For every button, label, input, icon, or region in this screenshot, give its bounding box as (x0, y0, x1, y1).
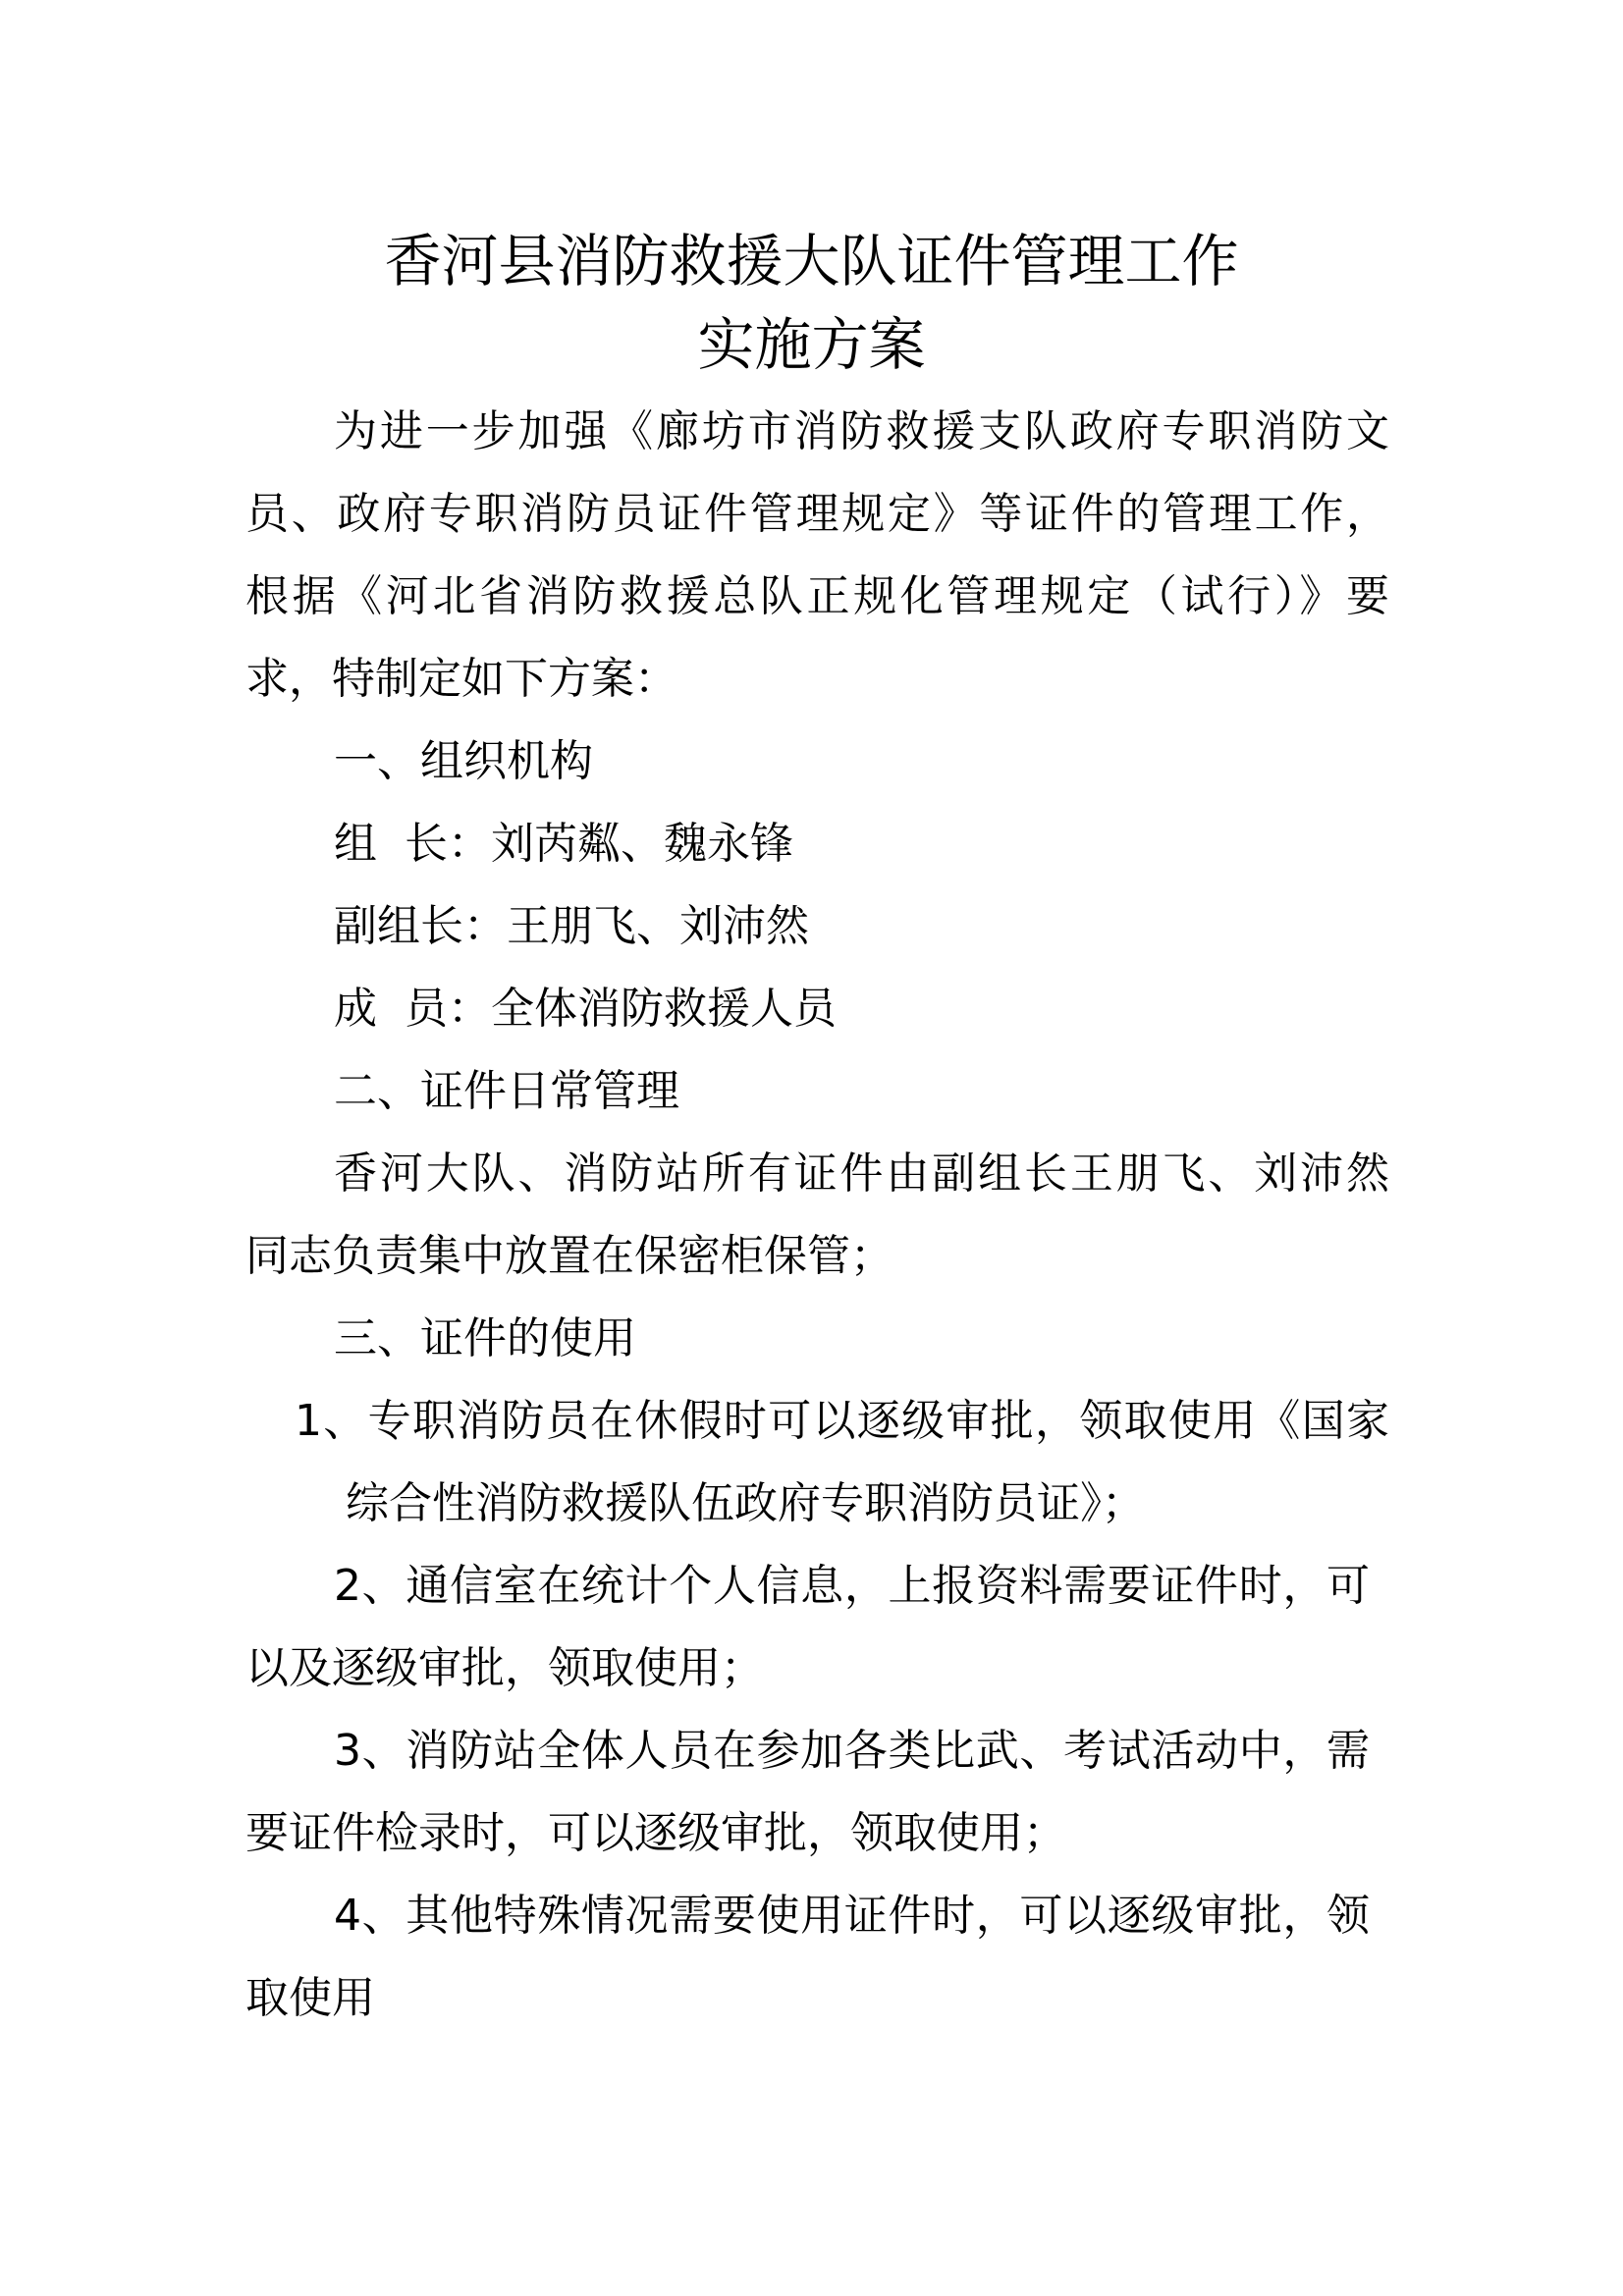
usage-item-3-line-1: 3、消防站全体人员在参加各类比武、考试活动中，需 (334, 1726, 1370, 1776)
document-title-line2: 实施方案 (697, 311, 926, 378)
section-heading-usage: 三、证件的使用 (334, 1313, 636, 1363)
group-leader-line: 组 长：刘芮粼、魏永锋 (334, 819, 793, 869)
deputy-leader-line: 副组长：王朋飞、刘沛然 (334, 901, 809, 951)
intro-line-1: 为进一步加强《廊坊市消防救援支队政府专职消防文 (334, 406, 1389, 456)
members-line: 成 员：全体消防救援人员 (334, 984, 837, 1034)
usage-item-3-line-2: 要证件检录时，可以逐级审批，领取使用； (245, 1808, 1066, 1858)
intro-line-4: 求，特制定如下方案： (245, 654, 677, 704)
intro-line-3: 根据《河北省消防救援总队正规化管理规定（试行）》要 (245, 571, 1389, 621)
usage-item-2-line-1: 2、通信室在统计个人信息，上报资料需要证件时，可 (334, 1561, 1370, 1611)
document-title-line1: 香河县消防救援大队证件管理工作 (384, 228, 1239, 294)
usage-item-1-line-1: 1、专职消防员在休假时可以逐级审批，领取使用《国家 (295, 1396, 1389, 1446)
daily-management-line-1: 香河大队、消防站所有证件由副组长王朋飞、刘沛然 (334, 1148, 1389, 1199)
section-heading-daily-management: 二、证件日常管理 (334, 1066, 679, 1116)
intro-line-2: 员、政府专职消防员证件管理规定》等证件的管理工作， (245, 489, 1389, 539)
usage-item-4-line-2: 取使用 (245, 1973, 375, 2023)
daily-management-line-2: 同志负责集中放置在保密柜保管； (245, 1231, 893, 1281)
usage-item-4-line-1: 4、其他特殊情况需要使用证件时，可以逐级审批，领 (334, 1891, 1370, 1941)
usage-item-1-line-2: 综合性消防救援队伍政府专职消防员证》； (346, 1478, 1145, 1528)
section-heading-organization: 一、组织机构 (334, 736, 593, 786)
usage-item-2-line-2: 以及逐级审批，领取使用； (245, 1643, 764, 1693)
